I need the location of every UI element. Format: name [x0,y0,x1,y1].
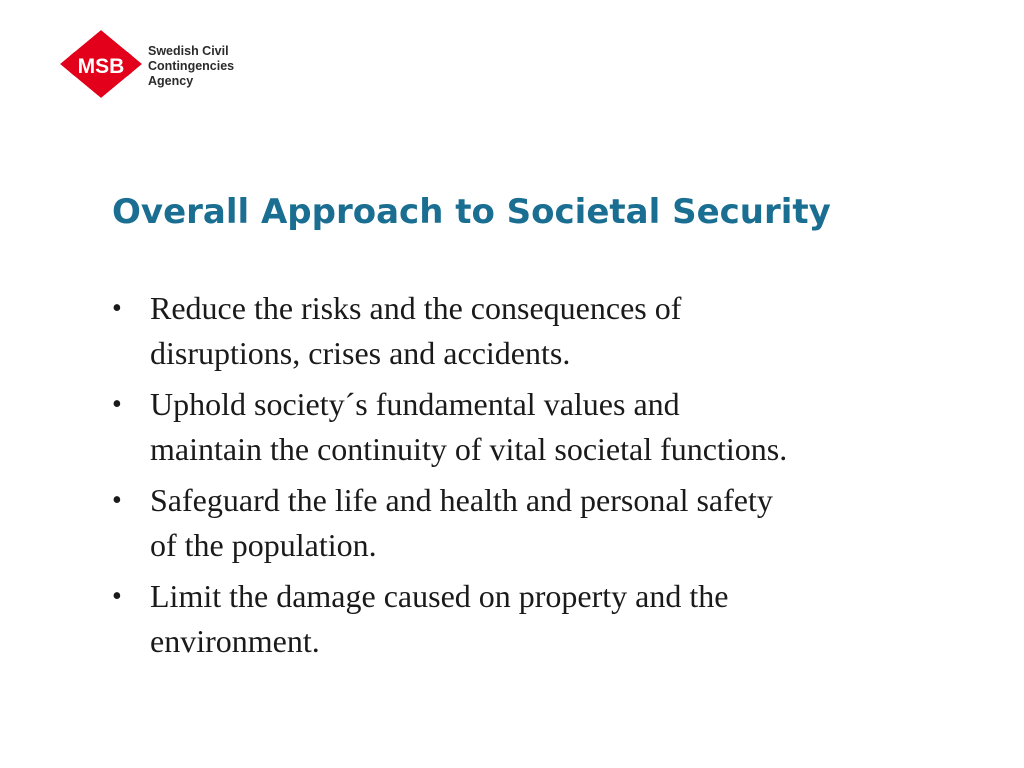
bullet-item [110,286,990,376]
slide-title: Overall Approach to Societal Security [112,192,831,232]
bullet-text-line: Reduce the risks and the consequences of [150,290,682,326]
org-name-line: Agency [148,74,194,88]
bullet-text-line: Safeguard the life and health and personal safety [150,482,773,518]
bullet-text-line: Limit the damage caused on property and the [150,578,729,614]
bullet-marker: • [112,389,122,420]
msb-logo [58,28,238,100]
msb-logo-letters: MSB [77,55,125,78]
org-name-line: Contingencies [148,59,235,73]
bullet-marker: • [112,581,122,612]
bullet-text-line: of the population. [150,527,377,563]
bullet-text-line: maintain the continuity of vital societal functions. [150,431,788,467]
bullet-marker: • [112,293,122,324]
org-name-line: Swedish Civil [148,44,229,58]
bullet-list [110,286,990,670]
bullet-marker: • [112,485,122,516]
bullet-item [110,382,990,472]
bullet-text-line: disruptions, crises and accidents. [150,335,571,371]
bullet-item [110,478,990,568]
bullet-text-line: Uphold society´s fundamental values and [150,386,680,422]
bullet-text-line: environment. [150,623,320,659]
org-name [148,44,234,89]
bullet-item [110,574,990,664]
msb-logo-mark [58,28,144,100]
